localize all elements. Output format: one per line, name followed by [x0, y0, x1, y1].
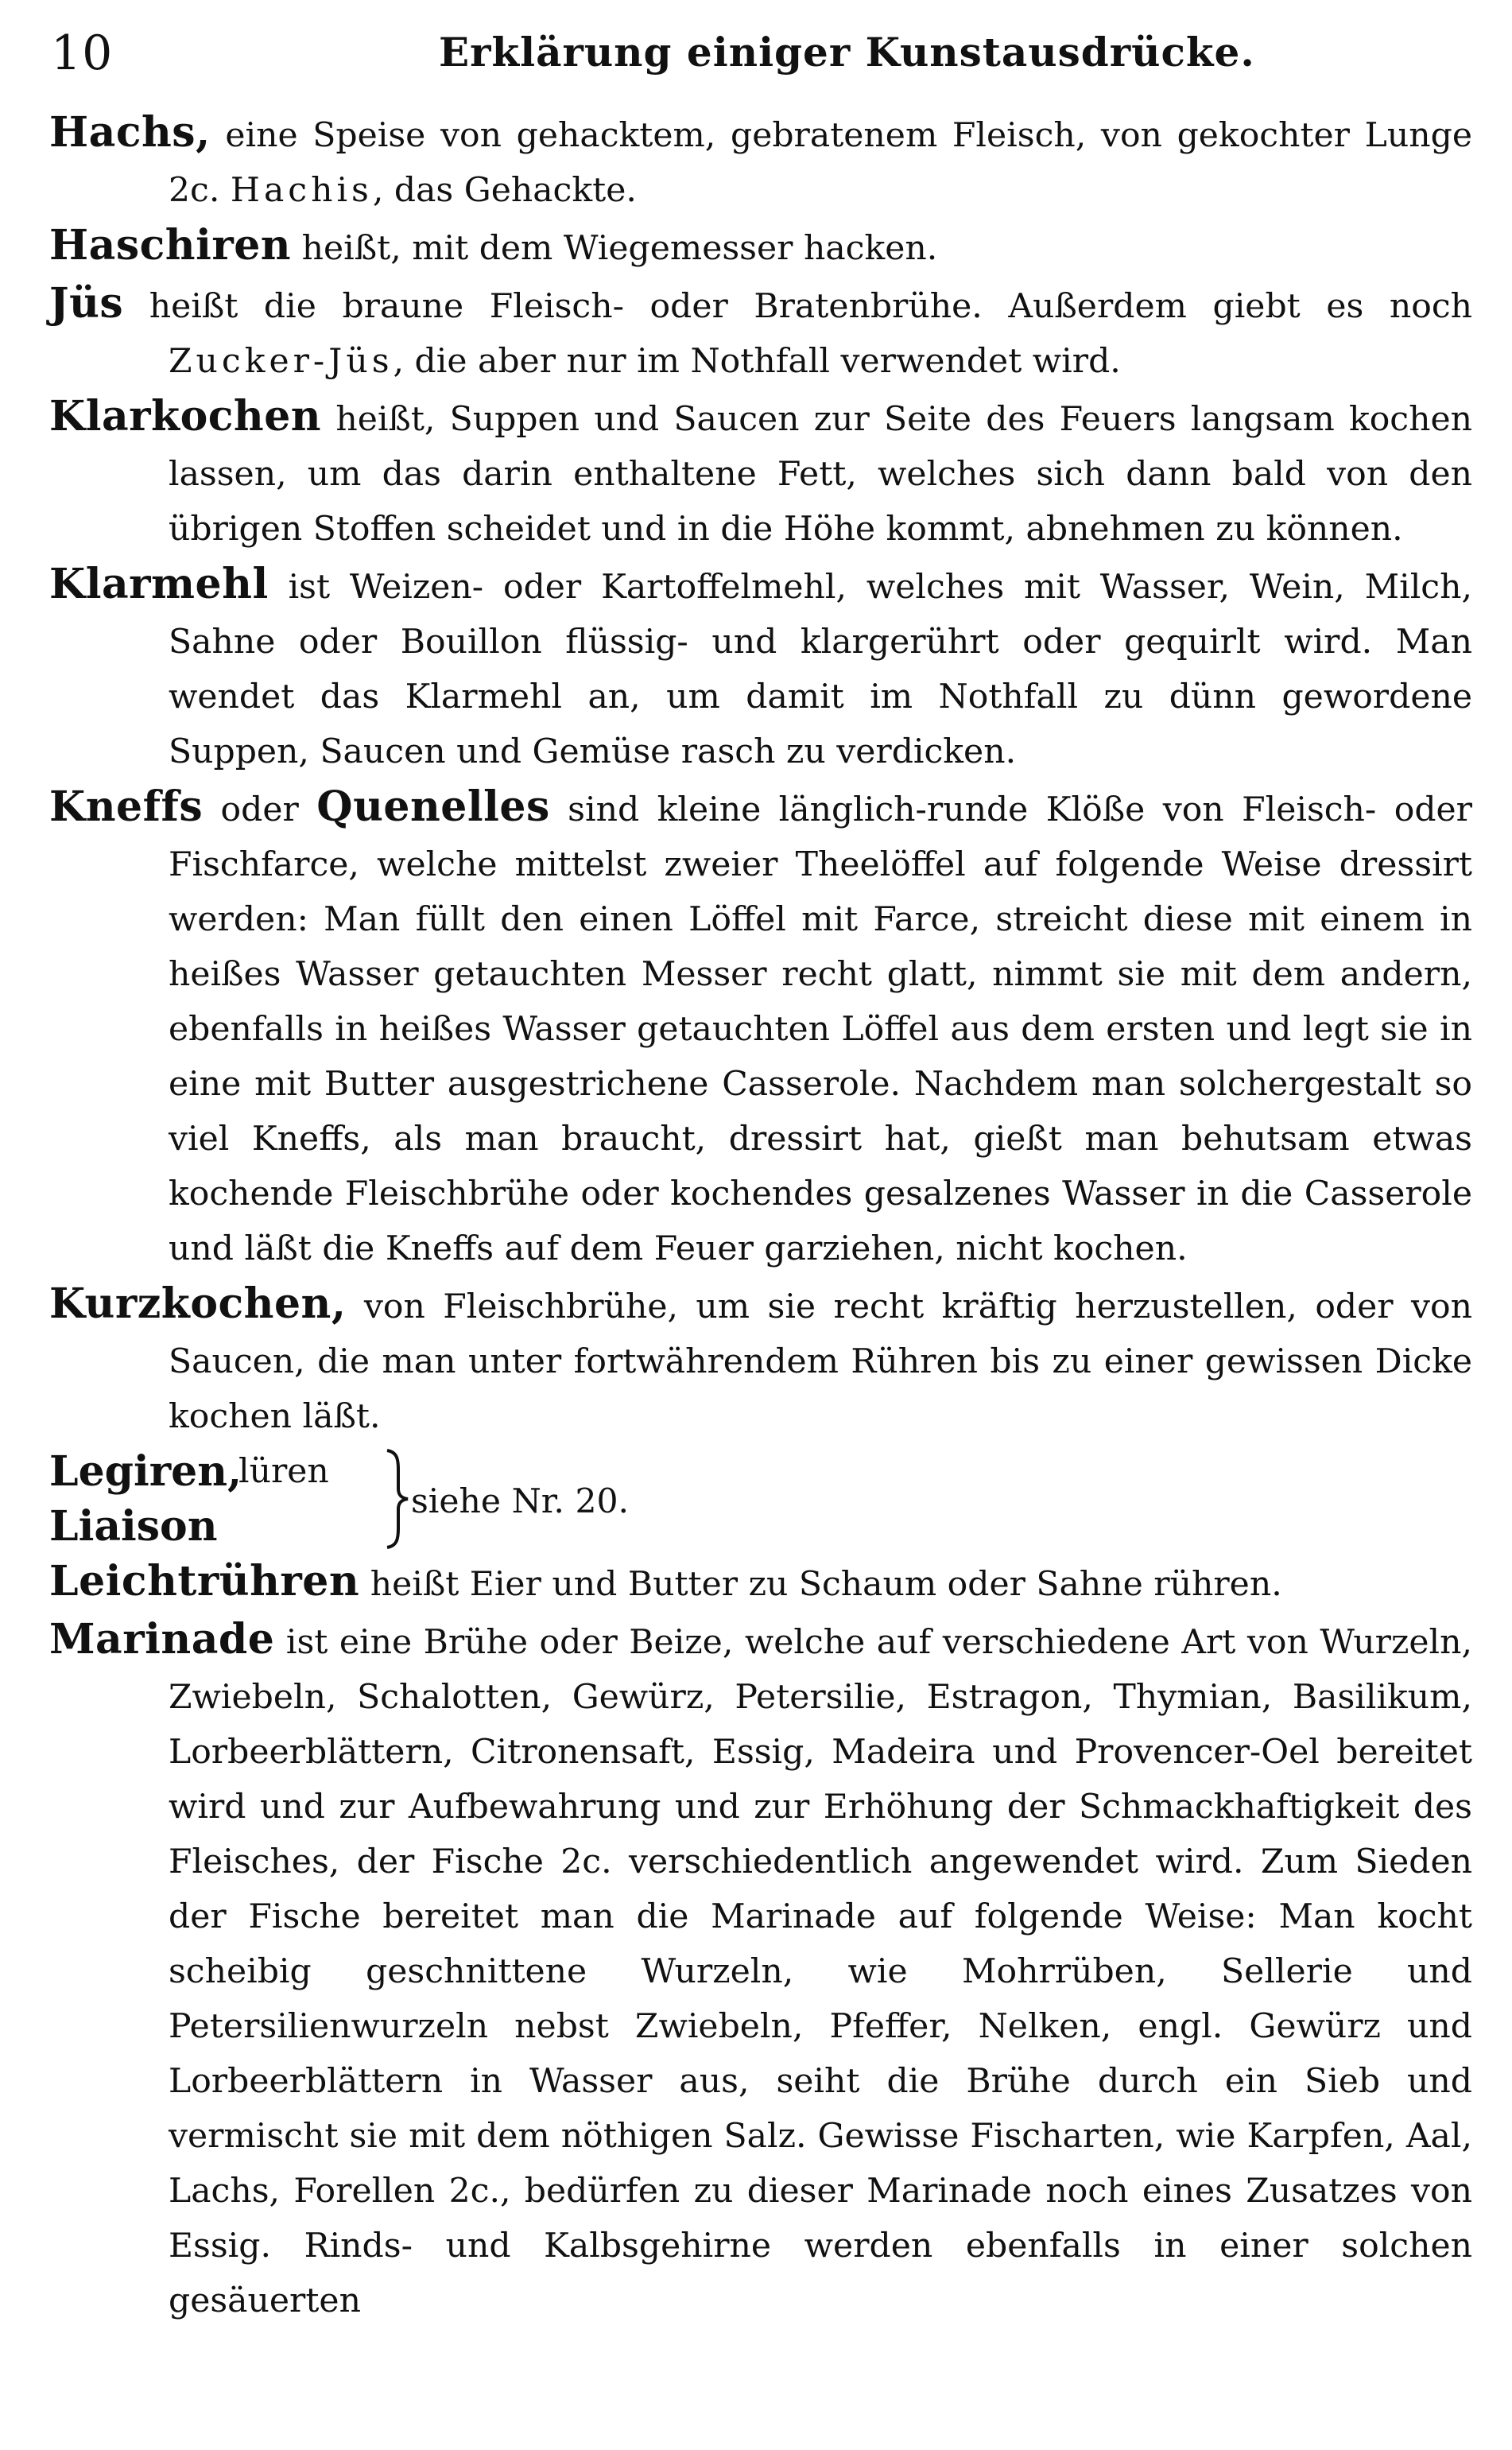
entry-text: , die aber nur im Nothfall verwendet wird.: [393, 342, 1121, 381]
entry-haschiren: [49, 218, 1472, 276]
entry-klarmehl: [49, 557, 1472, 779]
glossary-entries: [49, 105, 1472, 2328]
entry-term-alt: Quenelles: [316, 782, 550, 831]
entry-text: oder: [203, 790, 317, 829]
running-title: Erklärung einiger Kunstausdrücke.: [439, 29, 1255, 76]
entry-term: [49, 1444, 242, 1499]
entry-klarkochen: [49, 389, 1472, 557]
entry-text: , das Gehackte.: [372, 171, 637, 210]
entry-spaced-term: Zucker-Jüs: [169, 342, 394, 381]
entry-term: Hachs,: [49, 108, 211, 157]
entry-kneffs: [49, 779, 1472, 1276]
entry-text: ist eine Brühe oder Beize, welche auf verschiedene Art von Wurzeln, Zwiebeln, Schalotten, Gewürz, Petersilie, Estragon, Thymian, Basilikum, Lorbeerblättern, Citronensaft, Essig, Madeira und Provencer-Oel bereitet wird und zur Aufbewahrung und zur Erhöhung der Schmackhaftigkeit des Fleisches, der Fische 2c. verschiedentlich angewendet wird. Zum Sieden der Fische bereitet man die Marinade auf folgende Weise: Man kocht scheibig geschnittene Wurzeln, wie Mohrrüben, Sellerie und Petersilienwurzeln nebst Zwiebeln, Pfeffer, Nelken, engl. Gewürz und Lorbeerblättern in Wasser aus, seiht die Brühe durch ein Sieb und vermischt sie mit dem nöthigen Salz. Gewisse Fischarten, wie Karpfen, Aal, Lachs, Forellen 2c., bedürfen zu dieser Marinade noch eines Zusatzes von Essig. Rinds- und Kalbsgehirne werden ebenfalls in einer solchen gesäuerten: [169, 1623, 1472, 2320]
cross-reference: siehe Nr. 20.: [411, 1482, 630, 1521]
entry-term: Kneffs: [49, 782, 204, 831]
entry-term: Leichtrühren: [49, 1557, 360, 1606]
entry-term-legiren: Legiren,: [49, 1447, 242, 1496]
entry-note: lüren: [238, 1452, 329, 1491]
entry-term-liaison: Liaison: [49, 1502, 218, 1551]
entry-marinade: [49, 1612, 1472, 2328]
entry-jues: [49, 276, 1472, 389]
entry-text: heißt, Suppen und Saucen zur Seite des Feuers langsam kochen lassen, um das darin enthaltene Fett, welches sich dann bald von den übrigen Stoffen scheidet und in die Höhe kommt, abnehmen zu können.: [169, 400, 1472, 549]
entry-text: sind kleine länglich-runde Klöße von Fleisch- oder Fischfarce, welche mittelst zweier Theelöffel auf folgende Weise dressirt werden: Man füllt den einen Löffel mit Farce, streicht diese mit einem in heißes Wasser getauchten Messer recht glatt, nimmt sie mit dem andern, ebenfalls in heißes Wasser getauchten Löffel aus dem ersten und legt sie in eine mit Butter ausgestrichene Casserole. Nachdem man solchergestalt so viel Kneffs, als man braucht, dressirt hat, gießt man behutsam etwas kochende Fleischbrühe oder kochendes gesalzenes Wasser in die Casserole und läßt die Kneffs auf dem Feuer garziehen, nicht kochen.: [169, 790, 1472, 1268]
entry-term: Klarkochen: [49, 392, 322, 441]
entry-text: heißt Eier und Butter zu Schaum oder Sahne rühren.: [359, 1565, 1282, 1604]
entry-term: Klarmehl: [49, 560, 269, 608]
entry-term: Haschiren: [49, 221, 292, 270]
entry-term: Jüs: [49, 279, 124, 328]
entry-text: heißt die braune Fleisch- oder Bratenbrühe. Außerdem giebt es noch: [123, 287, 1472, 326]
entry-spaced-term: Hachis: [230, 171, 373, 210]
entry-legiren-liaison: [49, 1444, 1472, 1554]
entry-kurzkochen: [49, 1276, 1472, 1444]
entry-term: Marinade: [49, 1615, 275, 1664]
entry-leichtruehren: [49, 1554, 1472, 1612]
page-number: 10: [51, 25, 114, 81]
entry-text: von Fleischbrühe, um sie recht kräftig herzustellen, oder von Saucen, die man unter fortwährendem Rühren bis zu einer gewissen Dicke kochen läßt.: [169, 1287, 1472, 1436]
entry-text: heißt, mit dem Wiegemesser hacken.: [291, 229, 938, 268]
page-header: [49, 17, 1472, 105]
entry-text: eine Speise von gehacktem, gebratenem Fleisch, von gekochter Lunge 2c.: [169, 116, 1472, 210]
entry-hachs: [49, 105, 1472, 218]
entry-text: ist Weizen- oder Kartoffelmehl, welches mit Wasser, Wein, Milch, Sahne oder Bouillon flüssig- und klargerührt oder gequirlt wird. Man wendet das Klarmehl an, um damit im Nothfall zu dünn gewordene Suppen, Saucen und Gemüse rasch zu verdicken.: [169, 568, 1472, 771]
entry-term: Kurzkochen,: [49, 1279, 347, 1328]
